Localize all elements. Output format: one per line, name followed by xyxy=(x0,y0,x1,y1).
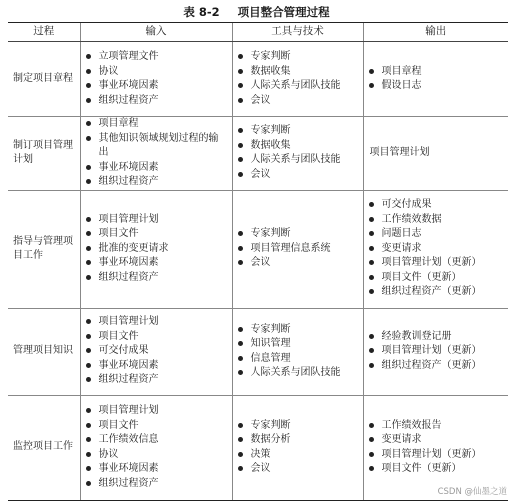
list-item: 经验教训登记册 xyxy=(368,330,505,345)
inputs-cell xyxy=(80,42,232,117)
list-item: 变更请求 xyxy=(368,242,505,257)
list-item: 决策 xyxy=(237,448,359,463)
list-item: 问题日志 xyxy=(368,227,505,242)
list-item: 事业环境因素 xyxy=(85,161,228,176)
list-item: 项目文件 xyxy=(85,330,228,345)
outputs-cell xyxy=(363,395,508,500)
output-text: 项目管理计划 xyxy=(369,147,430,158)
list-item: 项目文件（更新） xyxy=(368,462,505,477)
list-item: 人际关系与团队技能 xyxy=(237,153,359,168)
list-item: 人际关系与团队技能 xyxy=(237,79,359,94)
list-item: 假设日志 xyxy=(368,79,505,94)
inputs-cell xyxy=(80,190,232,308)
process-cell: 监控项目工作 xyxy=(8,395,80,500)
list-item: 协议 xyxy=(85,448,228,463)
list-item: 事业环境因素 xyxy=(85,462,228,477)
list-item: 项目管理计划 xyxy=(85,404,228,419)
list-item: 项目管理计划 xyxy=(85,315,228,330)
header-outputs: 输出 xyxy=(363,23,508,42)
list-item: 项目文件（更新） xyxy=(368,271,505,286)
process-cell: 管理项目知识 xyxy=(8,308,80,395)
list-item: 立项管理文件 xyxy=(85,50,228,65)
process-table-wrapper xyxy=(8,22,508,501)
list-item: 协议 xyxy=(85,65,228,80)
table-row xyxy=(8,117,508,191)
list-item: 项目文件 xyxy=(85,419,228,434)
list-item: 项目管理计划（更新） xyxy=(368,448,505,463)
tools-cell xyxy=(232,42,363,117)
inputs-cell xyxy=(80,117,232,191)
table-row xyxy=(8,395,508,500)
inputs-cell xyxy=(80,308,232,395)
inputs-cell xyxy=(80,395,232,500)
list-item: 项目管理信息系统 xyxy=(237,242,359,257)
list-item: 会议 xyxy=(237,256,359,271)
list-item: 变更请求 xyxy=(368,433,505,448)
list-item: 可交付成果 xyxy=(85,344,228,359)
list-item: 专家判断 xyxy=(237,419,359,434)
list-item: 组织过程资产 xyxy=(85,373,228,388)
list-item: 组织过程资产 xyxy=(85,94,228,109)
list-item: 人际关系与团队技能 xyxy=(237,366,359,381)
outputs-cell xyxy=(363,308,508,395)
list-item: 项目管理计划 xyxy=(85,213,228,228)
list-item: 数据收集 xyxy=(237,65,359,80)
outputs-cell xyxy=(363,42,508,117)
table-row xyxy=(8,190,508,308)
list-item: 项目管理计划（更新） xyxy=(368,344,505,359)
list-item: 工作绩效报告 xyxy=(368,419,505,434)
list-item: 信息管理 xyxy=(237,352,359,367)
list-item: 组织过程资产 xyxy=(85,175,228,190)
process-cell: 制订项目管理计划 xyxy=(8,117,80,191)
tools-cell xyxy=(232,308,363,395)
list-item: 事业环境因素 xyxy=(85,359,228,374)
list-item: 项目管理计划（更新） xyxy=(368,256,505,271)
list-item: 组织过程资产 xyxy=(85,271,228,286)
table-row xyxy=(8,308,508,395)
list-item: 事业环境因素 xyxy=(85,256,228,271)
header-tools: 工具与技术 xyxy=(232,23,363,42)
table-number: 表 8-2 xyxy=(183,5,220,19)
header-process: 过程 xyxy=(8,23,80,42)
outputs-cell xyxy=(363,117,508,191)
table-title xyxy=(0,4,513,20)
process-table xyxy=(8,23,508,500)
list-item: 工作绩效数据 xyxy=(368,213,505,228)
list-item: 会议 xyxy=(237,462,359,477)
list-item: 专家判断 xyxy=(237,124,359,139)
list-item: 组织过程资产 xyxy=(85,477,228,492)
list-item: 项目章程 xyxy=(368,65,505,80)
list-item: 数据分析 xyxy=(237,433,359,448)
tools-cell xyxy=(232,117,363,191)
process-cell: 制定项目章程 xyxy=(8,42,80,117)
process-cell: 指导与管理项目工作 xyxy=(8,190,80,308)
list-item: 项目文件 xyxy=(85,227,228,242)
tools-cell xyxy=(232,190,363,308)
list-item: 知识管理 xyxy=(237,337,359,352)
list-item: 批准的变更请求 xyxy=(85,242,228,257)
header-inputs: 输入 xyxy=(80,23,232,42)
list-item: 专家判断 xyxy=(237,50,359,65)
outputs-cell xyxy=(363,190,508,308)
list-item: 会议 xyxy=(237,168,359,183)
watermark: CSDN @仙墨之道 xyxy=(437,487,507,497)
list-item: 事业环境因素 xyxy=(85,79,228,94)
list-item: 项目章程 xyxy=(85,117,228,132)
list-item: 专家判断 xyxy=(237,227,359,242)
table-title-text: 项目整合管理过程 xyxy=(237,5,330,19)
list-item: 专家判断 xyxy=(237,323,359,338)
list-item: 组织过程资产（更新） xyxy=(368,359,505,374)
list-item: 会议 xyxy=(237,94,359,109)
list-item: 工作绩效信息 xyxy=(85,433,228,448)
tools-cell xyxy=(232,395,363,500)
list-item: 组织过程资产（更新） xyxy=(368,285,505,300)
list-item: 可交付成果 xyxy=(368,198,505,213)
list-item: 数据收集 xyxy=(237,139,359,154)
list-item: 其他知识领域规划过程的输出 xyxy=(85,132,228,161)
table-header-row xyxy=(8,23,508,42)
table-row xyxy=(8,42,508,117)
